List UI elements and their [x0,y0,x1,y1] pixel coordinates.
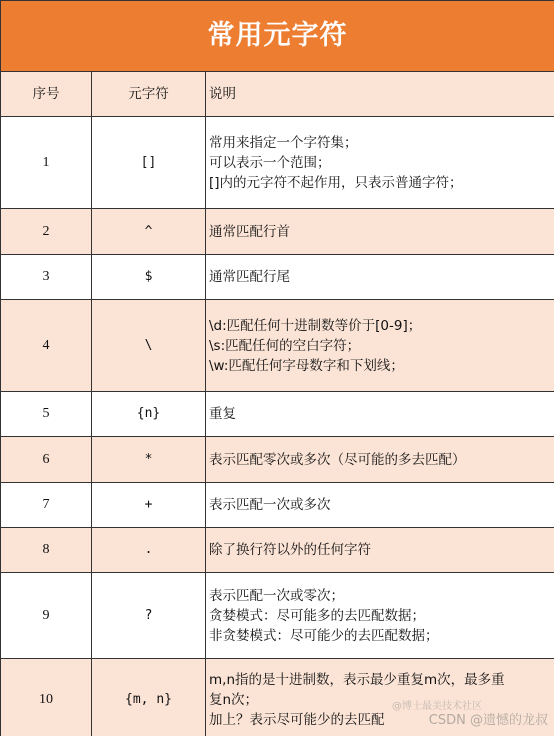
table-row [1,392,554,437]
row-metachar: $ [92,255,206,300]
description-line: 贪婪模式：尽可能多的去匹配数据； [209,607,425,624]
table-row [1,255,554,300]
description-line: 重复 [209,406,236,422]
row-description [206,392,554,437]
table-row [1,573,554,659]
row-metachar: + [92,483,206,528]
description-line: \w:匹配任何字母数字和下划线； [209,357,404,374]
description-line: 常用来指定一个字符集； [209,134,358,151]
row-index: 2 [1,209,92,255]
watermark-small: @博士最美技术社区 [392,701,482,712]
description-line: 除了换行符以外的任何字符 [209,542,371,558]
watermark: CSDN @遗憾的龙叔 [428,713,548,728]
description-line: 表示匹配一次或零次； [209,587,344,604]
row-description [206,255,554,300]
description-line: 复n次； [209,692,259,708]
header-char: 元字符 [92,72,206,117]
row-description [206,209,554,255]
row-metachar: [] [92,117,206,209]
description-line: 可以表示一个范围； [209,154,331,171]
row-metachar: \ [92,300,206,392]
row-index: 4 [1,300,92,392]
table-row [1,437,554,483]
row-description [206,300,554,392]
row-metachar: ^ [92,209,206,255]
description-line: \d:匹配任何十进制数等价于[0-9]； [209,317,422,334]
header-desc: 说明 [206,72,554,117]
row-description [206,117,554,209]
description-line: m,n指的是十进制数，表示最少重复m次，最多重 [209,672,505,688]
description-line: 通常匹配行尾 [209,269,290,285]
row-index: 10 [1,659,92,736]
table-row [1,209,554,255]
row-index: 9 [1,573,92,659]
table-title: 常用元字符 [1,1,554,72]
row-index: 8 [1,528,92,573]
table-row [1,117,554,209]
description-line: 非贪婪模式：尽可能少的去匹配数据； [209,627,439,644]
description-line: \s:匹配任何的空白字符； [209,337,361,354]
table-body [1,117,554,736]
row-index: 5 [1,392,92,437]
table-row [1,300,554,392]
row-metachar: ? [92,573,206,659]
row-metachar: {m, n} [92,659,206,736]
row-metachar: {n} [92,392,206,437]
header-index: 序号 [1,72,92,117]
row-description [206,528,554,573]
row-index: 6 [1,437,92,483]
row-index: 1 [1,117,92,209]
row-metachar: * [92,437,206,483]
description-line: 加上？表示尽可能少的去匹配 [209,712,385,728]
row-metachar: . [92,528,206,573]
row-description [206,483,554,528]
description-line: 通常匹配行首 [209,223,290,240]
row-index: 7 [1,483,92,528]
row-description [206,573,554,659]
header-row [1,72,554,117]
row-index: 3 [1,255,92,300]
description-line: []内的元字符不起作用，只表示普通字符； [209,174,463,191]
title-row [1,1,554,72]
row-description [206,437,554,483]
table-row [1,528,554,573]
description-line: 表示匹配一次或多次 [209,497,331,513]
table-row [1,483,554,528]
description-line: 表示匹配零次或多次（尽可能的多去匹配） [209,451,466,468]
